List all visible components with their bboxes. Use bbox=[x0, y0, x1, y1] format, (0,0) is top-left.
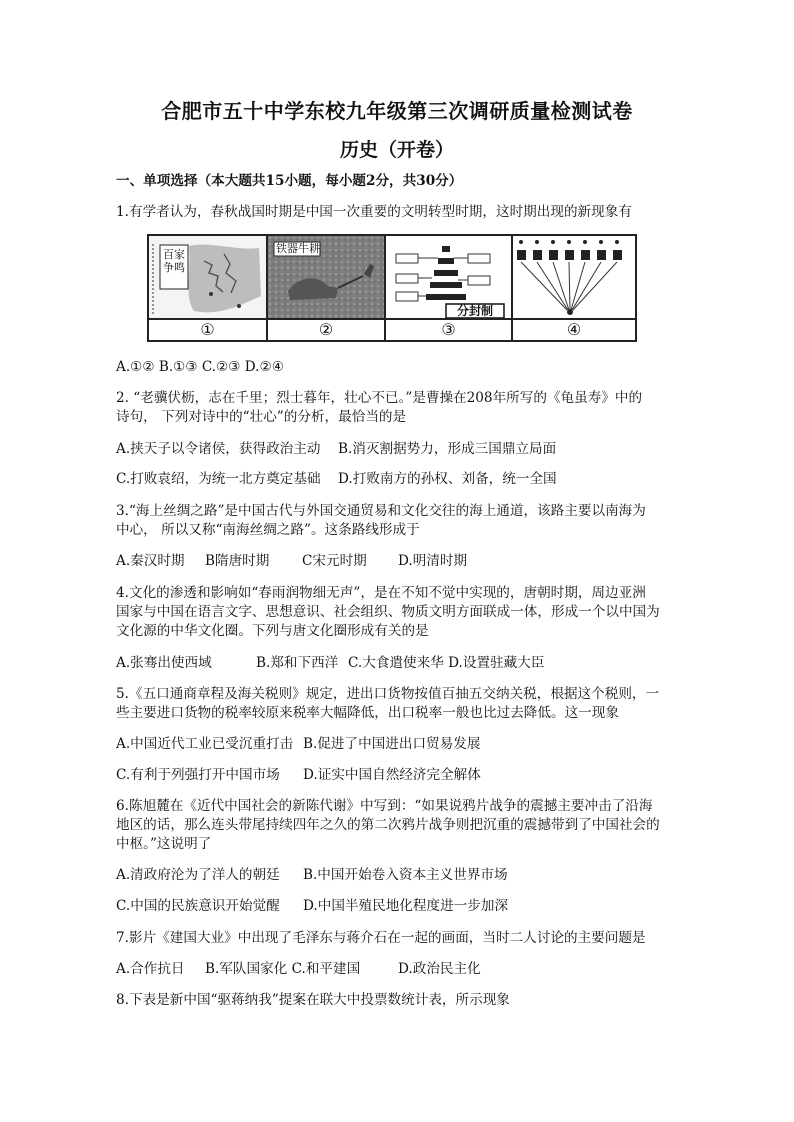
exam-subtitle: 历史（开卷） bbox=[339, 139, 454, 161]
panel-number-2: ② bbox=[268, 318, 384, 340]
q2-options-row-2 bbox=[116, 470, 686, 488]
q4-option-a: A.张骞出使西域 bbox=[116, 655, 212, 671]
panel1-label: 百家争鸣 bbox=[163, 248, 185, 274]
panel2-label: 铁器牛耕 bbox=[276, 242, 320, 255]
q6-options-row-2 bbox=[116, 897, 686, 915]
panel-number-3: ③ bbox=[386, 318, 511, 340]
q3-stem-line-1: 3.“海上丝绸之路”是中国古代与外国交通贸易和文化交往的海上通道，该路主要以南海为 bbox=[116, 503, 646, 519]
q8-stem: 8.下表是新中国“驱蒋纳我”提案在联大中投票数统计表，所示现象 bbox=[116, 992, 510, 1008]
q7-stem: 7.影片《建国大业》中出现了毛泽东与蒋介石在一起的画面，当时二人讨论的主要问题是 bbox=[116, 930, 646, 946]
q5-stem-line-1: 5.《五口通商章程及海关税则》规定，进出口货物按值百抽五交纳关税，根据这个税则，一 bbox=[116, 686, 660, 702]
q4-stem-line-1: 4.文化的渗透和影响如“春雨润物细无声”，是在不知不觉中实现的，唐朝时期，周边亚洲 bbox=[116, 585, 646, 601]
q4-options bbox=[116, 654, 686, 672]
q2-options-row-1 bbox=[116, 440, 686, 458]
q4-stem-line-3: 文化源的中华文化圈。下列与唐文化圈形成有关的是 bbox=[116, 623, 429, 639]
q5-options-row-2 bbox=[116, 766, 686, 784]
q1-panel-2 bbox=[268, 236, 386, 340]
q7-options bbox=[116, 960, 686, 978]
q4-stem-line-2: 国家与中国在语言文字、思想意识、社会组织、物质文明方面联成一体，形成一个以中国为 bbox=[116, 604, 660, 620]
q2-option-d: D.打败南方的孙权、刘备，统一全国 bbox=[338, 471, 557, 487]
q6-option-d: D.中国半殖民地化程度进一步加深 bbox=[303, 898, 509, 914]
q3-option-d: D.明清时期 bbox=[398, 553, 468, 569]
q5-option-b: B.促进了中国进出口贸易发展 bbox=[303, 736, 481, 752]
q3-stem-line-2: 中心， 所以又称“南海丝绸之路”。这条路线形成于 bbox=[116, 522, 420, 538]
q3-option-a: A.秦汉时期 bbox=[116, 553, 185, 569]
q1-stem: 1.有学者认为，春秋战国时期是中国一次重要的文明转型时期，这时期出现的新现象有 bbox=[116, 204, 632, 220]
q4-option-b: B.郑和下西洋 bbox=[256, 655, 339, 671]
panel-number-4: ④ bbox=[513, 318, 635, 340]
panel3-label: 分封制 bbox=[456, 304, 493, 318]
schools-diagram bbox=[513, 236, 633, 320]
q1-figure bbox=[147, 234, 637, 342]
q4-option-cd: C.大食遣使来华 D.设置驻藏大臣 bbox=[348, 655, 545, 671]
q5-options-row-1 bbox=[116, 735, 686, 753]
q5-option-d: D.证实中国自然经济完全解体 bbox=[303, 767, 481, 783]
q5-option-c: C.有利于列强打开中国市场 bbox=[116, 767, 280, 783]
q2-option-c: C.打败袁绍，为统一北方奠定基础 bbox=[116, 471, 321, 487]
q2-stem-line-1: 2. “老骥伏枥，志在千里；烈士暮年，壮心不已。”是曹操在208年所写的《龟虽寿》中的 bbox=[116, 390, 643, 406]
q2-option-a: A.挟天子以令诸侯，获得政治主动 bbox=[116, 441, 321, 457]
q7-option-d: D.政治民主化 bbox=[398, 961, 481, 977]
q7-option-a: A.合作抗日 bbox=[116, 961, 185, 977]
q1-panel-4 bbox=[513, 236, 635, 340]
q6-option-a: A.清政府沦为了洋人的朝廷 bbox=[116, 867, 280, 883]
q3-option-c: C宋元时期 bbox=[302, 553, 367, 569]
q6-options-row-1 bbox=[116, 866, 686, 884]
q7-option-bc: B.军队国家化 C.和平建国 bbox=[205, 961, 361, 977]
section-heading: 一、单项选择（本大题共15小题，每小题2分，共30分） bbox=[116, 173, 463, 189]
q1-panel-3 bbox=[386, 236, 513, 340]
q6-option-c: C.中国的民族意识开始觉醒 bbox=[116, 898, 280, 914]
q6-option-b: B.中国开始卷入资本主义世界市场 bbox=[303, 867, 508, 883]
q6-stem-line-3: 中枢。”这说明了 bbox=[116, 836, 212, 852]
q6-stem-line-2: 地区的话，那么连头带尾持续四年之久的第二次鸦片战争则把沉重的震撼带到了中国社会的 bbox=[116, 817, 660, 833]
q2-stem-line-2: 诗句， 下列对诗中的“壮心”的分析，最恰当的是 bbox=[116, 409, 407, 425]
q3-option-b: B隋唐时期 bbox=[205, 553, 270, 569]
q5-stem-line-2: 些主要进口货物的税率较原来税率大幅降低，出口税率一般也比过去降低。这一现象 bbox=[116, 705, 619, 721]
q1-options: A.①② B.①③ C.②③ D.②④ bbox=[116, 359, 284, 375]
q1-panel-1 bbox=[149, 236, 268, 340]
panel-number-1: ① bbox=[149, 318, 266, 340]
q5-option-a: A.中国近代工业已受沉重打击 bbox=[116, 736, 294, 752]
q2-option-b: B.消灭割据势力，形成三国鼎立局面 bbox=[338, 441, 557, 457]
exam-title: 合肥市五十中学东校九年级第三次调研质量检测试卷 bbox=[161, 99, 633, 123]
q6-stem-line-1: 6.陈旭麓在《近代中国社会的新陈代谢》中写到：“如果说鸦片战争的震撼主要冲击了沿海 bbox=[116, 798, 653, 814]
q3-options bbox=[116, 552, 686, 570]
